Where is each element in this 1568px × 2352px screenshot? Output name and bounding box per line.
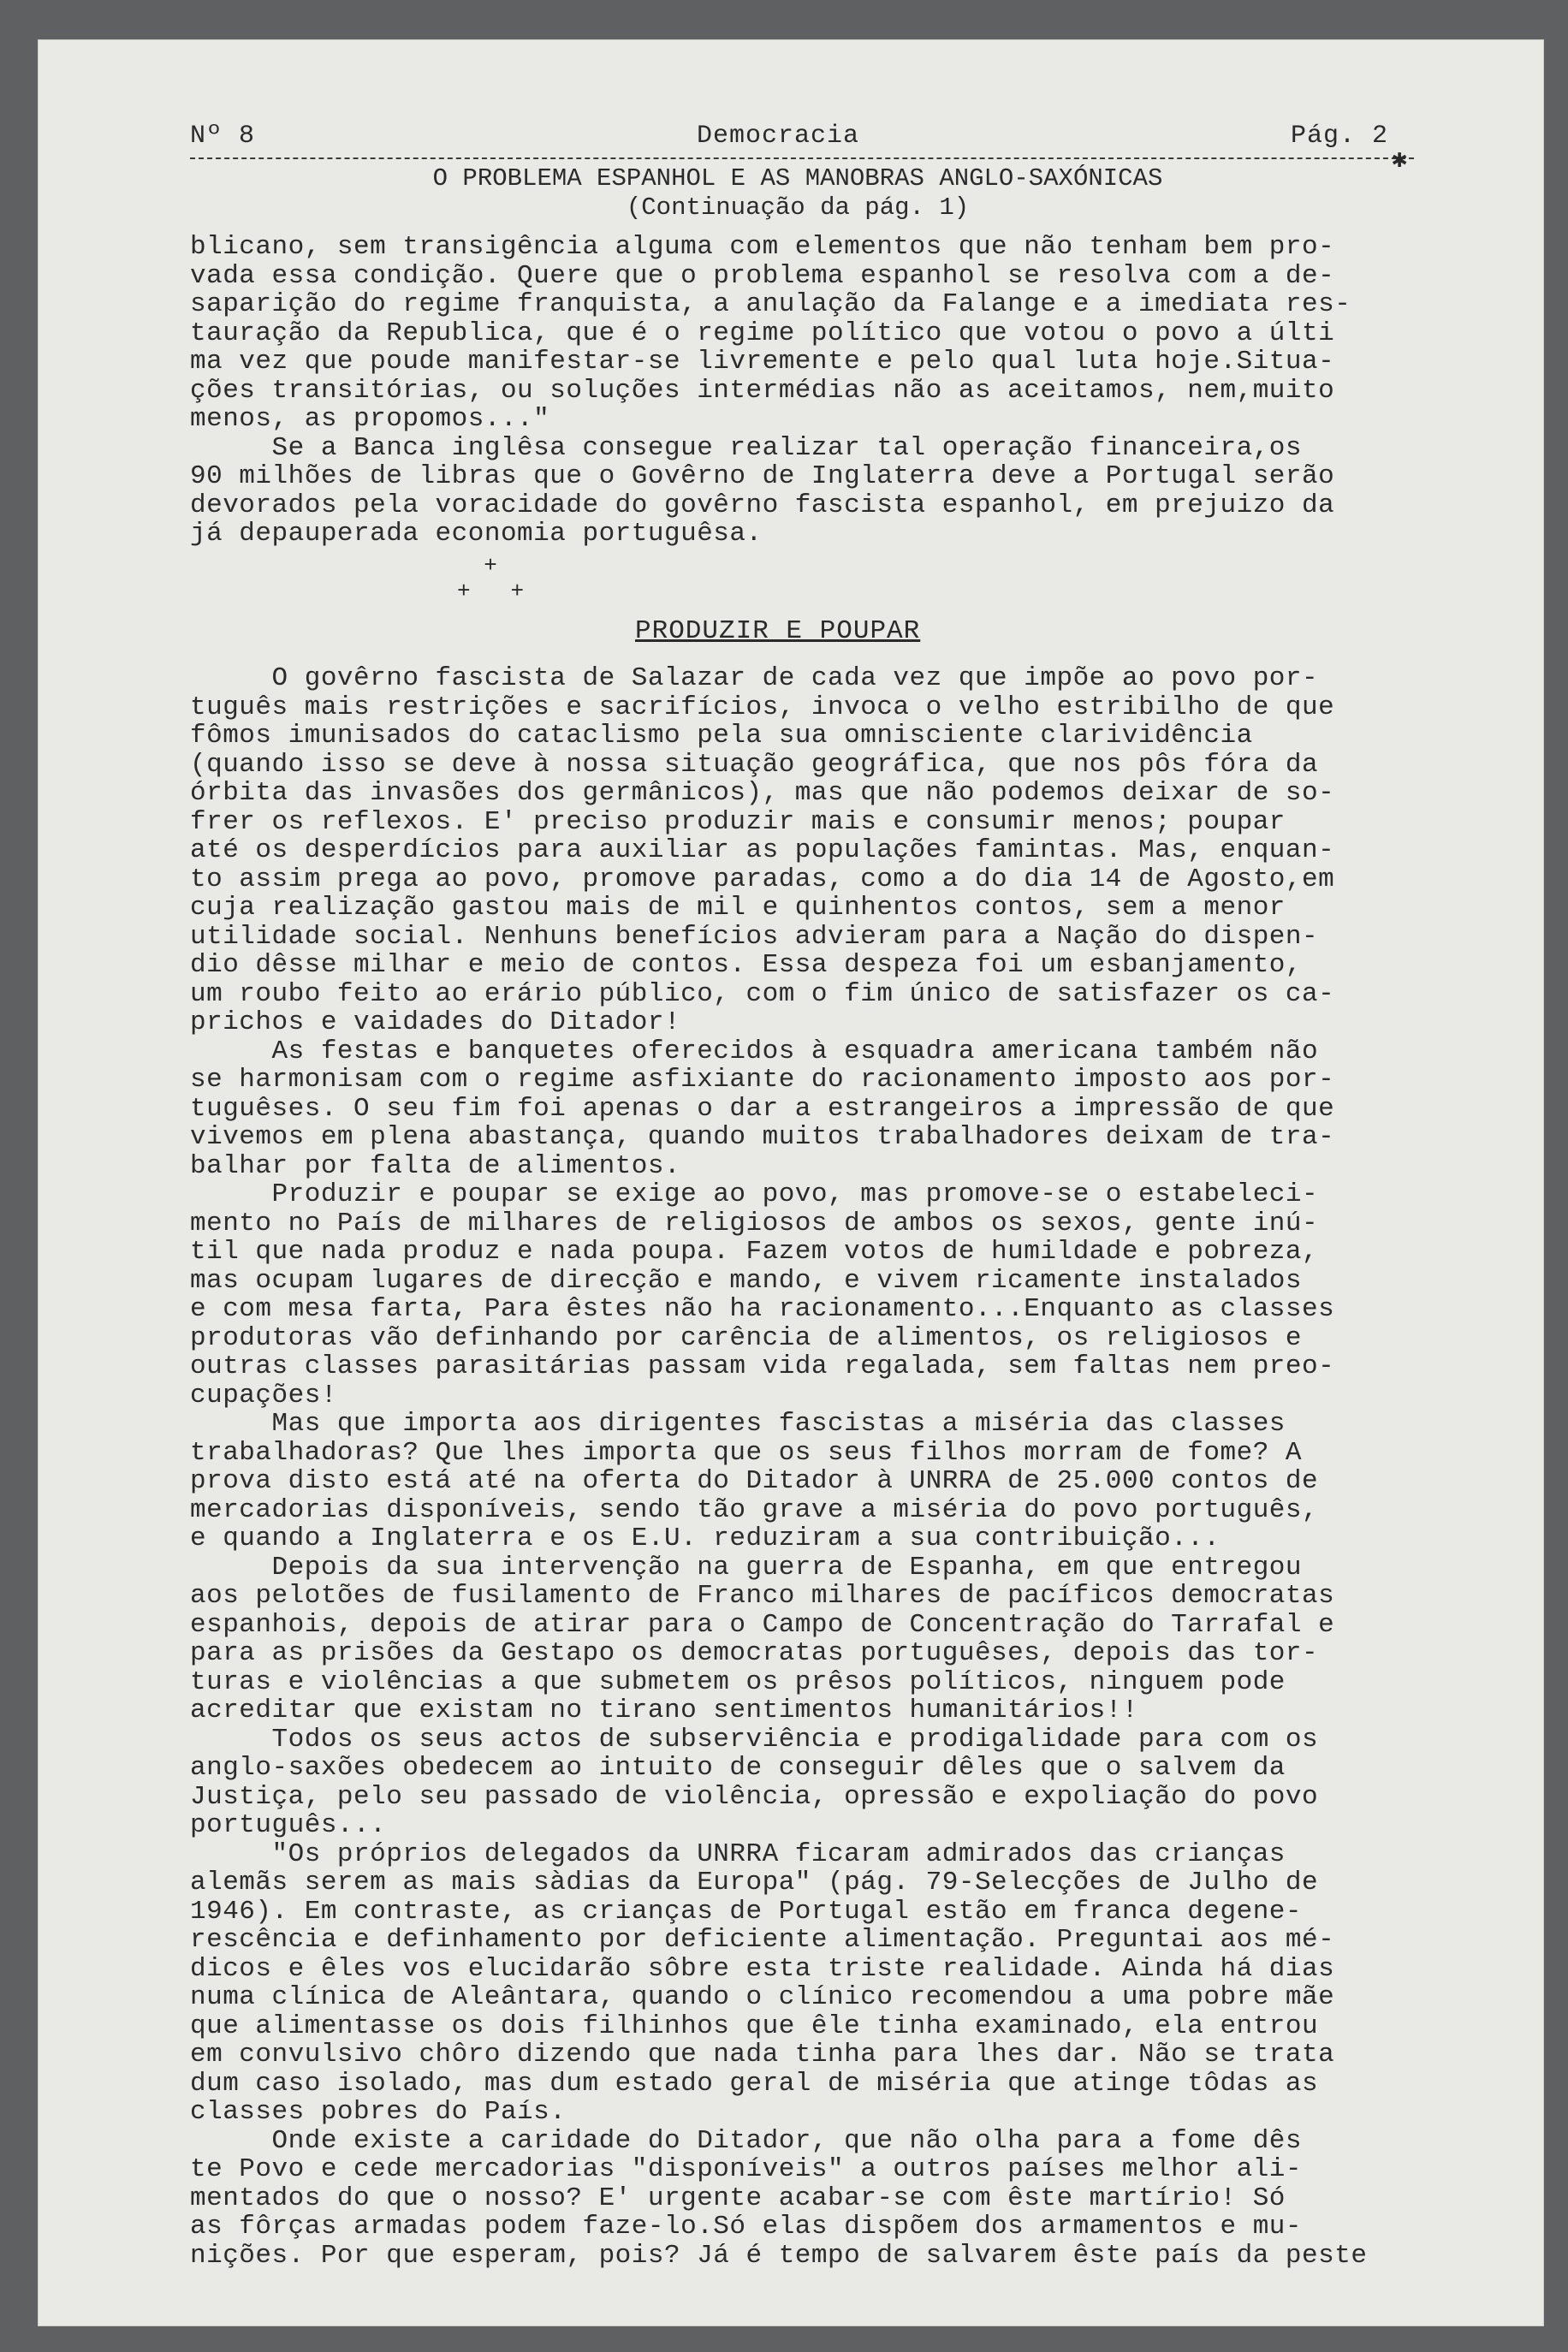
article-continuation: (Continuação da pág. 1) <box>626 193 970 222</box>
article-body: blicano, sem transigência alguma com elementos que não tenham bem pro- vada essa condição. Quere que o problema espanhol se resolva com a de- saparição do regime franquista, a anulação da Falange e a imediata res- tauração da Republica, que é o regime político que votou o povo a últi ma vez que poude manifestar-se livremente e pelo qual luta hoje.Situa- ções transitórias, ou soluções intermédias não as aceitamos, nem,muito menos, as propomos..." Se a Banca inglêsa consegue realizar tal operação financeira,os 90 milhões de libras que o Govêrno de Inglaterra deve a Portugal serão devorados pela voracidade do govêrno fascista espanhol, em prejuizo da já depauperada economia portuguêsa. <box>190 232 1351 549</box>
page-header <box>190 122 1414 156</box>
section-title: PRODUZIR E POUPAR <box>635 616 921 646</box>
issue-number: Nº 8 <box>190 122 256 151</box>
ink-mark-icon: ✱ <box>1392 146 1408 175</box>
article-title: O PROBLEMA ESPANHOL E AS MANOBRAS ANGLO-SAXÓNICAS <box>432 164 1163 193</box>
section-body: O govêrno fascista de Salazar de cada vez que impõe ao povo por- tuguês mais restrições e sacrifícios, invoca o velho estribilho de que fômos imunisados do cataclismo pela sua omnisciente clarividência (quando isso se deve à nossa situação geográfica, que nos pôs fóra da órbita das invasões dos germânicos), mas que não podemos deixar de so- frer os reflexos. E' preciso produzir mais e consumir menos; poupar até os desperdícios para auxiliar as populações famintas. Mas, enquan- to assim prega ao povo, promove paradas, como a do dia 14 de Agosto,em cuja realização gastou mais de mil e quinhentos contos, sem a menor utilidade social. Nenhuns benefícios advieram para a Nação do dispen- dio dêsse milhar e meio de contos. Essa despeza foi um esbanjamento, um roubo feito ao erário público, com o fim único de satisfazer os ca- prichos e vaidades do Ditador! As festas e banquetes oferecidos à esquadra americana também não se harmonisam com o regime asfixiante do racionamento imposto aos por- tuguêses. O seu fim foi apenas o dar a estrangeiros a impressão de que vivemos em plena abastança, quando muitos trabalhadores deixam de tra- balhar por falta de alimentos. Produzir e poupar se exige ao povo, mas promove-se o estabeleci- mento no País de milhares de religiosos de ambos os sexos, gente inú- til que nada produz e nada poupa. Fazem votos de humildade e pobreza, mas ocupam lugares de direcção e mando, e vivem ricamente instalados e com mesa farta, Para êstes não ha racionamento...Enquanto as classes produtoras vão definhando por carência de alimentos, os religiosos e outras classes parasitárias passam vida regalada, sem faltas nem preo- cupações! Mas que importa aos dirigentes fascistas a miséria das classes trabalhadoras? Que lhes importa que os seus filhos morram de fome? A prova disto está até na oferta do Ditador à UNRRA de 25.000 contos de mercadorias disponíveis, sendo tão grave a miséria do povo português, e quando a Inglaterra e os E.U. reduziram a sua contribuição... Depois da sua intervenção na guerra de Espanha, em que entregou aos pelotões de fusilamento de Franco milhares de pacíficos democratas espanhois, depois de atirar para o Campo de Concentração do Tarrafal e para as prisões da Gestapo os democratas portuguêses, depois das tor- turas e violências a que submetem os prêsos políticos, ninguem pode acreditar que existam no tirano sentimentos humanitários!! Todos os seus actos de subserviência e prodigalidade para com os anglo-saxões obedecem ao intuito de conseguir dêles que o salvem da Justiça, pelo seu passado de violência, opressão e expoliação do povo português... "Os próprios delegados da UNRRA ficaram admirados das crianças alemãs serem as mais sàdias da Europa" (pág. 79-Selecções de Julho de 1946). Em contraste, as crianças de Portugal estão em franca degene- rescência e definhamento por deficiente alimentação. Preguntai aos mé- dicos e êles vos elucidarão sôbre esta triste realidade. Ainda há dias numa clínica de Aleântara, quando o clínico recomendou a uma pobre mãe que alimentasse os dois filhinhos que êle tinha examinado, ela entrou em convulsivo chôro dizendo que nada tinha para lhes dar. Não se trata dum caso isolado, mas dum estado geral de miséria que atinge tôdas as classes pobres do País. Onde existe a caridade do Ditador, que não olha para a fome dês te Povo e cede mercadorias "disponíveis" a outros países melhor ali- mentados do que o nosso? E' urgente acabar-se com êste martírio! Só as fôrças armadas podem faze-lo.Só elas dispõem dos armamentos e mu- nições. Por que esperam, pois? Já é tempo de salvarem êste país da peste <box>190 663 1368 2271</box>
page-number: Pág. 2 <box>1290 122 1388 151</box>
header-rule <box>190 157 1414 159</box>
publication-name: Democracia <box>697 122 860 151</box>
section-separator: + + <box>190 579 525 604</box>
section-separator: + <box>190 553 497 579</box>
